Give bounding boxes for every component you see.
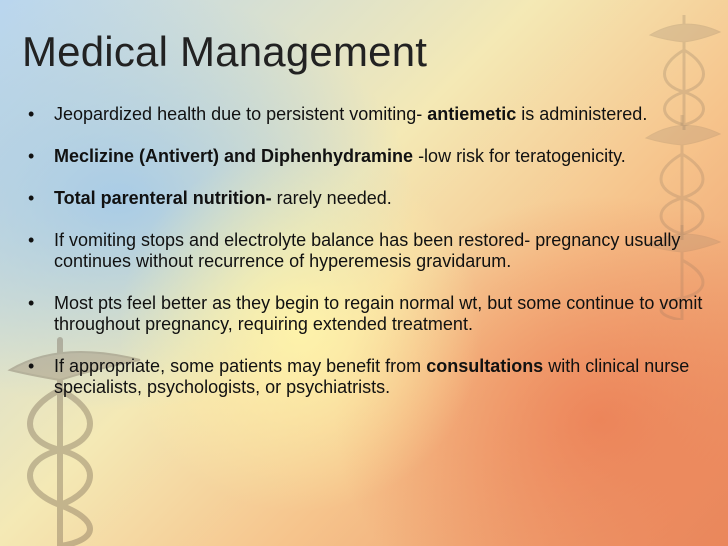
bullet-text: If vomiting stops and electrolyte balance has been restored- pregnancy usually continues without recurrence of hyperemesis gravidarum.	[54, 230, 681, 271]
bullet-item	[26, 230, 706, 272]
bullet-item	[26, 104, 706, 125]
bullet-dot: •	[28, 104, 35, 124]
bullet-item	[26, 293, 706, 335]
bullet-item	[26, 356, 706, 398]
bullet-dot: •	[28, 146, 35, 166]
bullet-bold-text: consultations	[426, 356, 544, 376]
bullet-text: If appropriate, some patients may benefit from	[54, 356, 427, 376]
bullet-bold-text: Meclizine (Antivert) and Diphenhydramine	[54, 146, 414, 166]
bullet-dot: •	[28, 293, 35, 313]
slide-title: Medical Management	[22, 28, 428, 75]
bullet-text: rarely needed.	[271, 188, 392, 208]
bullet-text: Most pts feel better as they begin to regain normal wt, but some continue to vomit throughout pregnancy, requiring extended treatment.	[54, 293, 703, 334]
bullet-dot: •	[28, 230, 35, 250]
bullet-bold-text: antiemetic	[427, 104, 517, 124]
bullet-text: is administered.	[516, 104, 648, 124]
bullet-bold-text: Total parenteral nutrition-	[54, 188, 272, 208]
bullet-item	[26, 146, 706, 167]
bullet-item	[26, 188, 706, 209]
bullet-dot: •	[28, 188, 35, 208]
bullet-list	[26, 104, 706, 419]
bullet-text: -low risk for teratogenicity.	[413, 146, 626, 166]
bullet-text: with clinical nurse specialists, psychologists, or psychiatrists.	[54, 356, 690, 397]
bullet-text: Jeopardized health due to persistent vomiting-	[54, 104, 428, 124]
bullet-dot: •	[28, 356, 35, 376]
